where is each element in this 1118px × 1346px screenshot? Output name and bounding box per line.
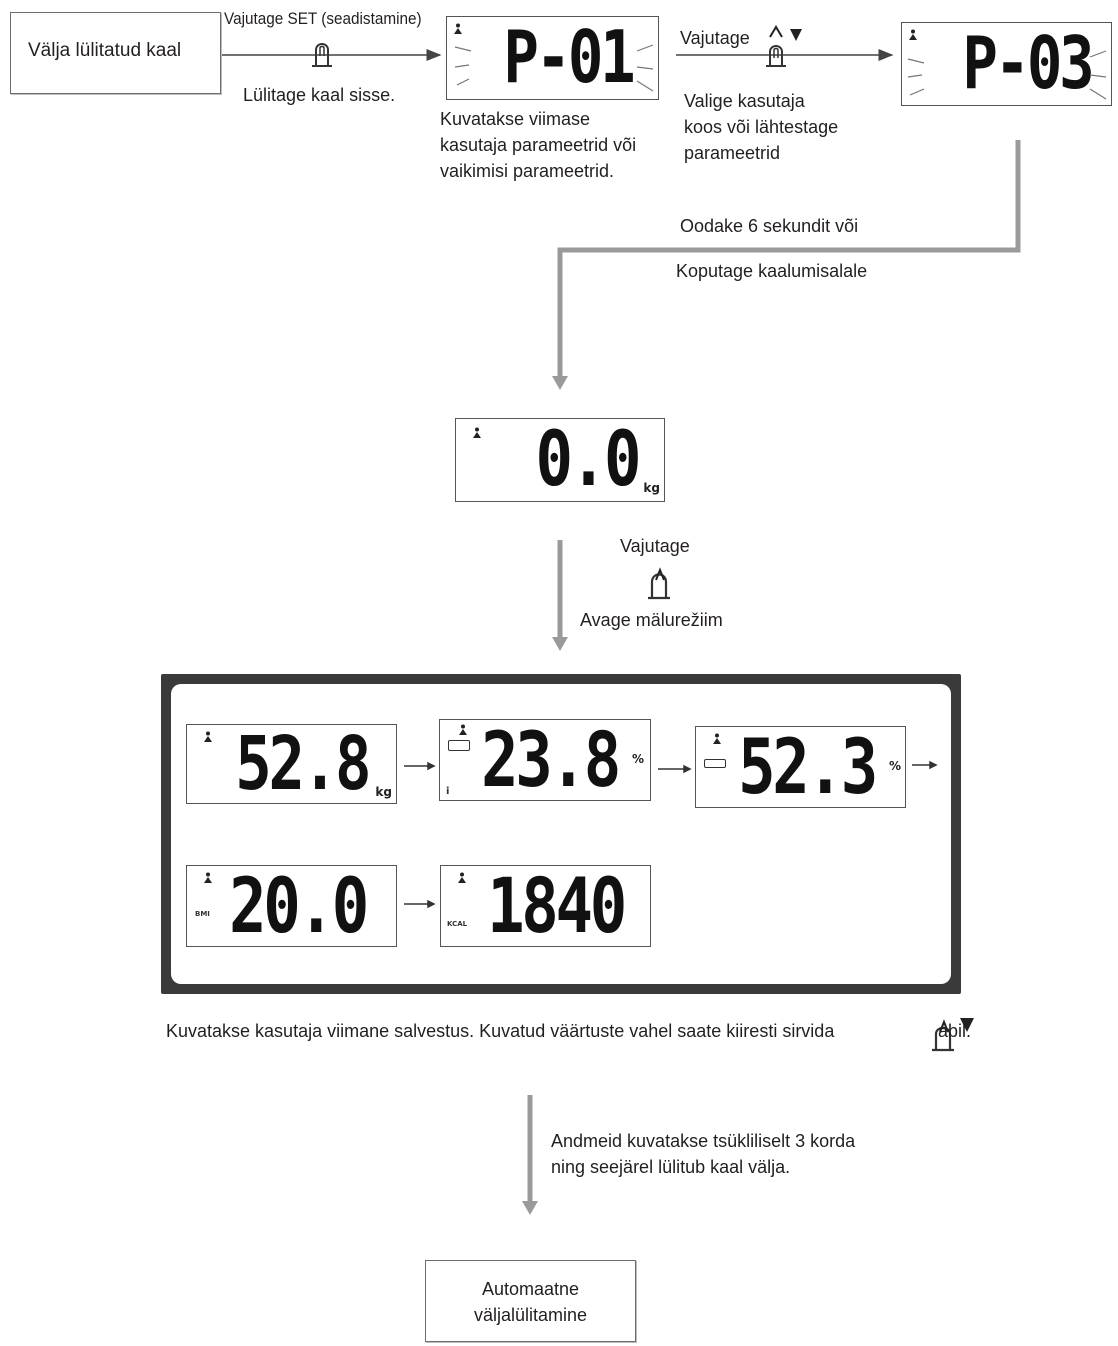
last-user-text-3: vaikimisi parameetrid. [440, 161, 615, 181]
person-icon [712, 733, 722, 745]
last-save-text: Kuvatakse kasutaja viimane salvestus. Kuvatud väärtuste vahel saate kiiresti sirvida [166, 1021, 835, 1041]
display-fat-value: 23.8 [481, 715, 618, 804]
tap-text: Koputage kaalumisalale [676, 261, 868, 281]
open-memory-label: Avage mälurežiim [580, 610, 723, 630]
blink-marks [902, 23, 1113, 107]
display-bmi-value: 20.0 [229, 861, 366, 950]
display-zero-unit: kg [643, 481, 660, 495]
display-water [695, 722, 906, 811]
arrow-up-down-icon [770, 27, 802, 41]
press-set-label: Vajutage SET (seadistamine) [224, 9, 422, 28]
cycle-text-1: Andmeid kuvatakse tsükliliselt 3 korda [551, 1131, 856, 1151]
display-bmi-label: BMI [195, 910, 210, 918]
fat-icon [448, 740, 470, 751]
display-zero [455, 414, 665, 503]
fat-icon-marker: i [446, 786, 450, 797]
person-icon [457, 872, 467, 884]
select-user-text-2: koos või lähtestage [684, 117, 839, 137]
display-weight-unit: kg [375, 785, 392, 799]
display-p01 [446, 16, 659, 100]
press-arrows-label: Vajutage [680, 28, 750, 48]
last-user-text-1: Kuvatakse viimase [440, 109, 591, 129]
person-icon [203, 731, 213, 743]
auto-off-text-2: väljalülitamine [473, 1305, 588, 1325]
scale-off-label: Välja lülitatud kaal [28, 40, 182, 61]
display-p03 [901, 22, 1112, 106]
display-weight [186, 721, 397, 807]
last-save-suffix: abil. [938, 1021, 972, 1041]
display-p01-value: P-01 [502, 15, 632, 99]
person-icon [203, 872, 213, 884]
finger-press-icon [648, 570, 670, 598]
person-icon [458, 724, 468, 736]
wait-text: Oodake 6 sekundit või [680, 216, 859, 236]
finger-press-icon [766, 46, 786, 66]
select-user-text-3: parameetrid [684, 143, 781, 163]
display-fat [439, 715, 651, 804]
cycle-text-2: ning seejärel lülitub kaal välja. [551, 1157, 791, 1177]
display-water-value: 52.3 [738, 722, 875, 811]
person-icon [472, 427, 482, 439]
turn-on-label: Lülitage kaal sisse. [243, 85, 396, 105]
display-fat-unit: % [631, 752, 644, 766]
auto-off-text-1: Automaatne [481, 1279, 580, 1299]
display-water-unit: % [888, 759, 901, 773]
display-zero-value: 0.0 [535, 414, 638, 503]
display-kcal-label: KCAL [447, 920, 468, 928]
display-kcal [440, 861, 651, 950]
display-weight-value: 52.8 [234, 721, 368, 807]
water-icon [704, 759, 726, 768]
display-p03-value: P-03 [961, 21, 1091, 105]
last-user-text-2: kasutaja parameetrid või [440, 135, 637, 155]
press-memory-label: Vajutage [620, 536, 690, 556]
select-user-text-1: Valige kasutaja [684, 91, 805, 111]
blink-marks [447, 17, 660, 101]
display-kcal-value: 1840 [487, 861, 624, 950]
display-bmi [186, 861, 397, 950]
